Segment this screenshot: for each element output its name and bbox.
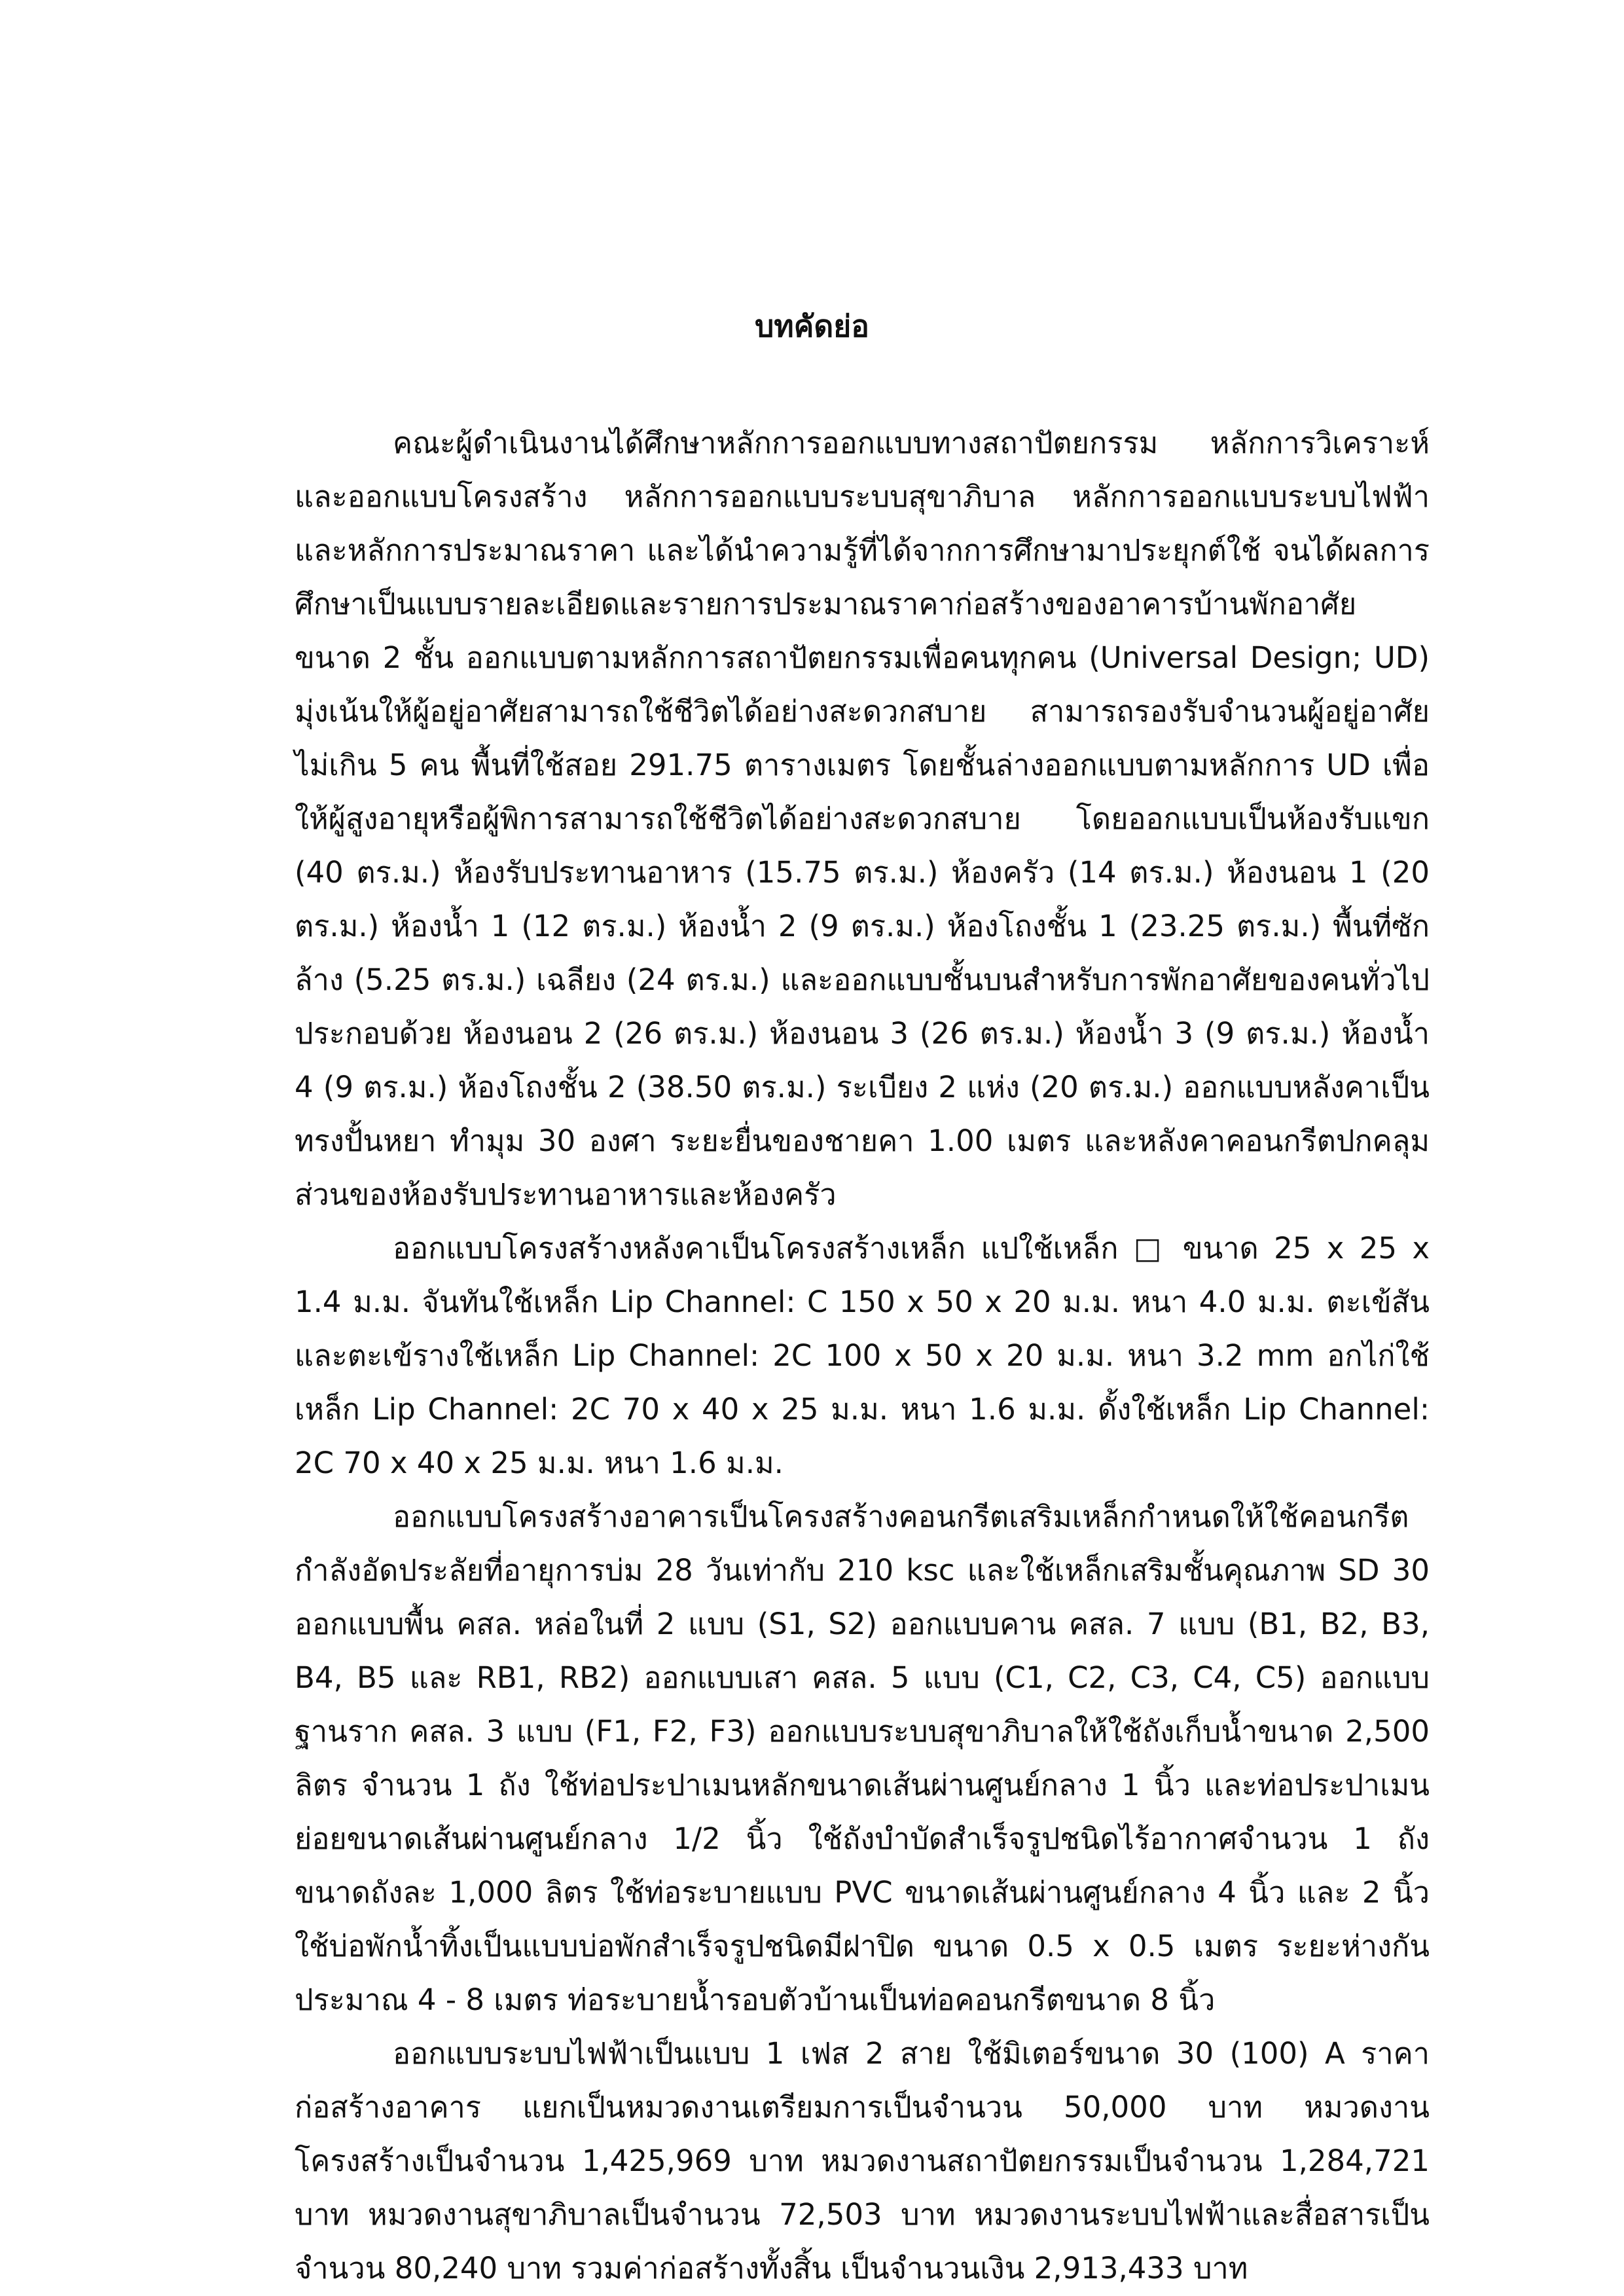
abstract-body (295, 416, 1430, 2295)
abstract-paragraph-overview: คณะผู้ดำเนินงานได้ศึกษาหลักการออกแบบทางสถาปัตยกรรม หลักการวิเคราะห์และออกแบบโครงสร้าง หลักการออกแบบระบบสุขาภิบาล หลักการออกแบบระบบไฟฟ้า และหลักการประมาณราคา และได้นำความรู้ที่ได้จากการศึกษามาประยุกต์ใช้ จนได้ผลการศึกษาเป็นแบบรายละเอียดและรายการประมาณราคาก่อสร้างของอาคารบ้านพักอาศัยขนาด 2 ชั้น ออกแบบตามหลักการสถาปัตยกรรมเพื่อคนทุกคน (Universal Design; UD) มุ่งเน้นให้ผู้อยู่อาศัยสามารถใช้ชีวิตได้อย่างสะดวกสบาย สามารถรองรับจำนวนผู้อยู่อาศัยไม่เกิน 5 คน พื้นที่ใช้สอย 291.75 ตารางเมตร โดยชั้นล่างออกแบบตามหลักการ UD เพื่อให้ผู้สูงอายุหรือผู้พิการสามารถใช้ชีวิตได้อย่างสะดวกสบาย โดยออกแบบเป็นห้องรับแขก (40 ตร.ม.) ห้องรับประทานอาหาร (15.75 ตร.ม.) ห้องครัว (14 ตร.ม.) ห้องนอน 1 (20 ตร.ม.) ห้องน้ำ 1 (12 ตร.ม.) ห้องน้ำ 2 (9 ตร.ม.) ห้องโถงชั้น 1 (23.25 ตร.ม.) พื้นที่ซักล้าง (5.25 ตร.ม.) เฉลียง (24 ตร.ม.) และออกแบบชั้นบนสำหรับการพักอาศัยของคนทั่วไป ประกอบด้วย ห้องนอน 2 (26 ตร.ม.) ห้องนอน 3 (26 ตร.ม.) ห้องน้ำ 3 (9 ตร.ม.) ห้องน้ำ 4 (9 ตร.ม.) ห้องโถงชั้น 2 (38.50 ตร.ม.) ระเบียง 2 แห่ง (20 ตร.ม.) ออกแบบหลังคาเป็นทรงปั้นหยา ทำมุม 30 องศา ระยะยื่นของชายคา 1.00 เมตร และหลังคาคอนกรีตปกคลุมส่วนของห้องรับประทานอาหารและห้องครัว (295, 426, 1430, 1212)
page-title: บทคัดย่อ (755, 308, 869, 344)
abstract-paragraph-roof-structure: ออกแบบโครงสร้างหลังคาเป็นโครงสร้างเหล็ก แปใช้เหล็ก □ ขนาด 25 x 25 x 1.4 ม.ม. จันทันใช้เหล็ก Lip Channel: C 150 x 50 x 20 ม.ม. หนา 4.0 ม.ม. ตะเข้สันและตะเข้รางใช้เหล็ก Lip Channel: 2C 100 x 50 x 20 ม.ม. หนา 3.2 mm อกไก่ใช้เหล็ก Lip Channel: 2C 70 x 40 x 25 ม.ม. หนา 1.6 ม.ม. ดั้งใช้เหล็ก Lip Channel: 2C 70 x 40 x 25 ม.ม. หนา 1.6 ม.ม. (295, 1231, 1430, 1480)
abstract-paragraph-building-structure: ออกแบบโครงสร้างอาคารเป็นโครงสร้างคอนกรีตเสริมเหล็กกำหนดให้ใช้คอนกรีตกำลังอัดประลัยที่อายุการบ่ม 28 วันเท่ากับ 210 ksc และใช้เหล็กเสริมชั้นคุณภาพ SD 30 ออกแบบพื้น คสล. หล่อในที่ 2 แบบ (S1, S2) ออกแบบคาน คสล. 7 แบบ (B1, B2, B3, B4, B5 และ RB1, RB2) ออกแบบเสา คสล. 5 แบบ (C1, C2, C3, C4, C5) ออกแบบฐานราก คสล. 3 แบบ (F1, F2, F3) ออกแบบระบบสุขาภิบาลให้ใช้ถังเก็บน้ำขนาด 2,500 ลิตร จำนวน 1 ถัง ใช้ท่อประปาเมนหลักขนาดเส้นผ่านศูนย์กลาง 1 นิ้ว และท่อประปาเมนย่อยขนาดเส้นผ่านศูนย์กลาง 1/2 นิ้ว ใช้ถังบำบัดสำเร็จรูปชนิดไร้อากาศจำนวน 1 ถัง ขนาดถังละ 1,000 ลิตร ใช้ท่อระบายแบบ PVC ขนาดเส้นผ่านศูนย์กลาง 4 นิ้ว และ 2 นิ้ว ใช้บ่อพักน้ำทิ้งเป็นแบบบ่อพักสำเร็จรูปชนิดมีฝาปิด ขนาด 0.5 x 0.5 เมตร ระยะห่างกันประมาณ 4 - 8 เมตร ท่อระบายน้ำรอบตัวบ้านเป็นท่อคอนกรีตขนาด 8 นิ้ว (295, 1499, 1430, 2017)
abstract-paragraph-electrical-and-cost: ออกแบบระบบไฟฟ้าเป็นแบบ 1 เฟส 2 สาย ใช้มิเตอร์ขนาด 30 (100) A ราคาก่อสร้างอาคาร แยกเป็นหมวดงานเตรียมการเป็นจำนวน 50,000 บาท หมวดงานโครงสร้างเป็นจำนวน 1,425,969 บาท หมวดงานสถาปัตยกรรมเป็นจำนวน 1,284,721 บาท หมวดงานสุขาภิบาลเป็นจำนวน 72,503 บาท หมวดงานระบบไฟฟ้าและสื่อสารเป็นจำนวน 80,240 บาท รวมค่าก่อสร้างทั้งสิ้น เป็นจำนวนเงิน 2,913,433 บาท (295, 2036, 1430, 2286)
